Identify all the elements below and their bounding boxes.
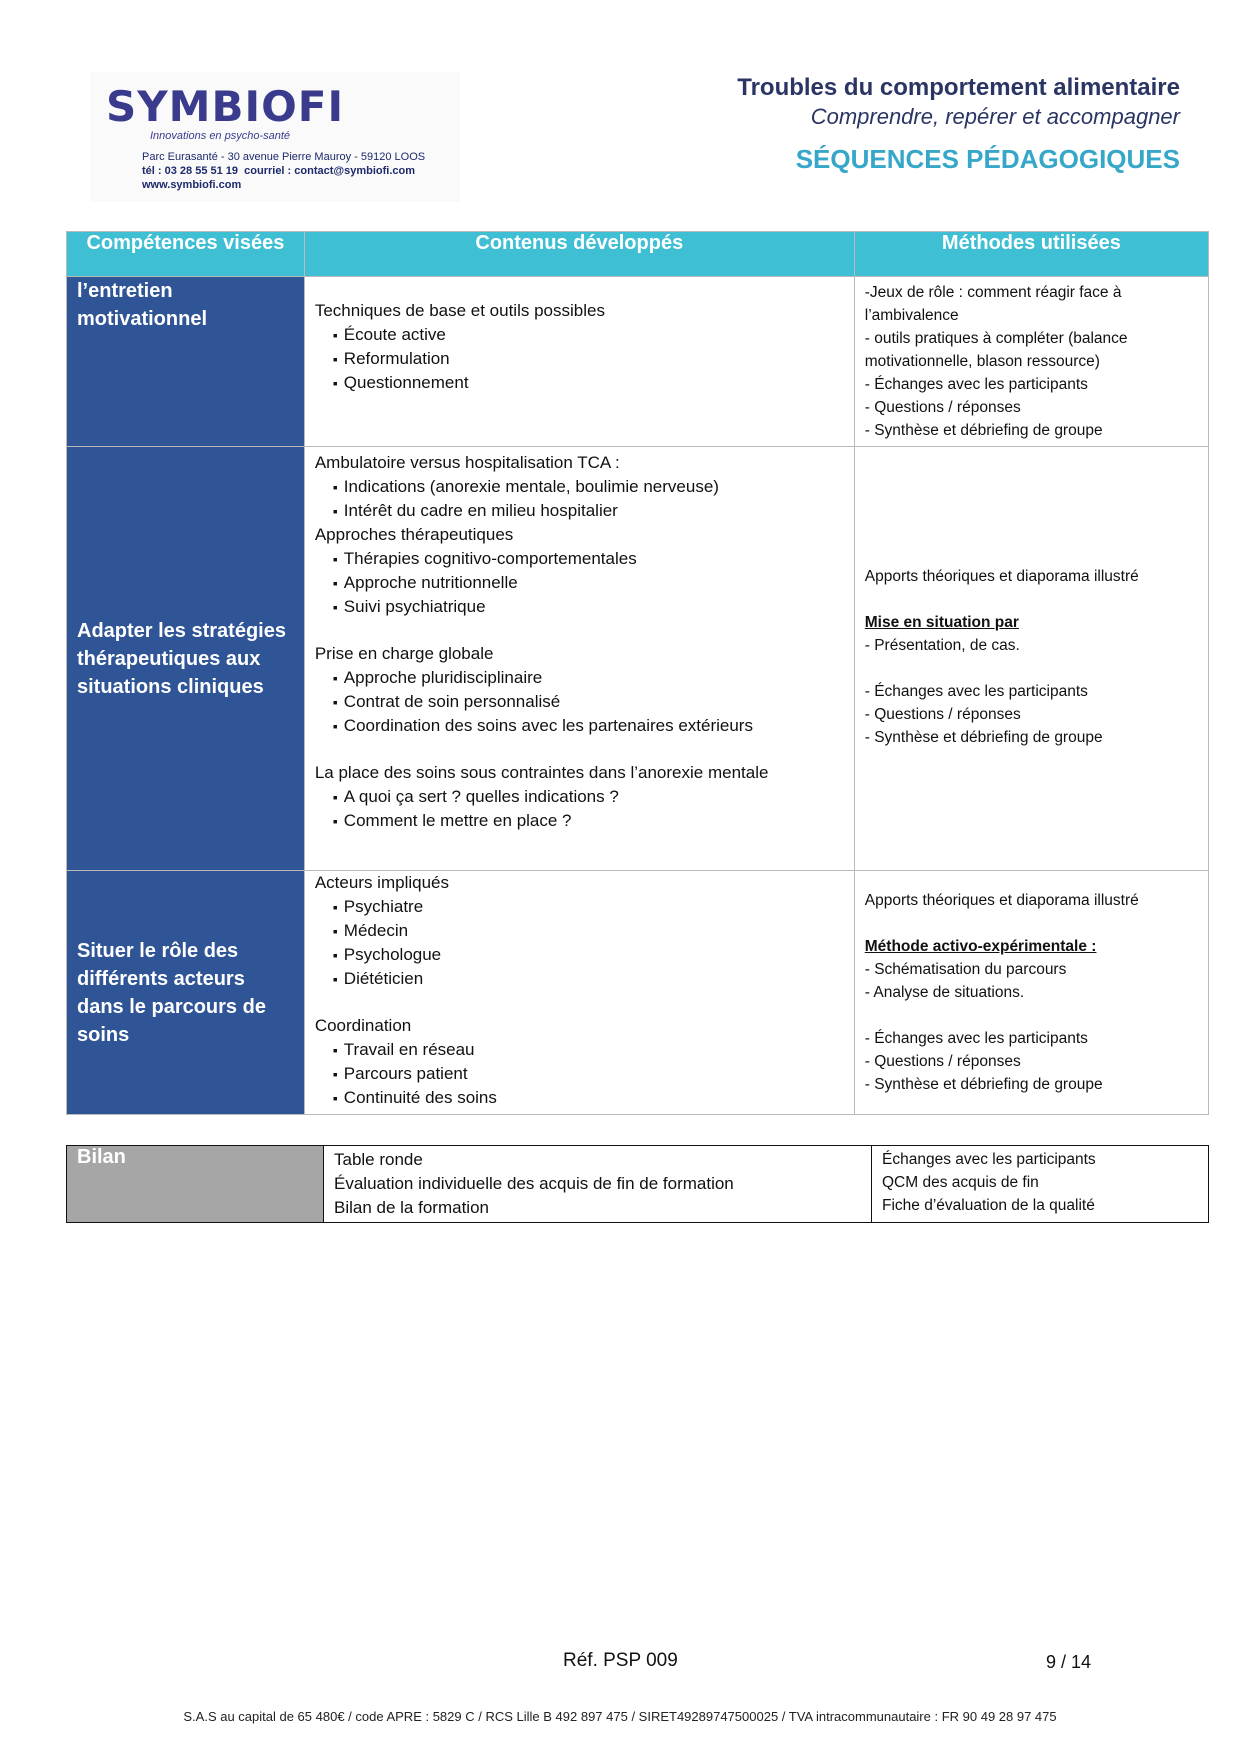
list-item: ▪ Écoute active [333,323,844,347]
method-heading: Mise en situation par [864,614,1019,631]
list-item: ▪ Contrat de soin personnalisé [333,690,844,714]
content-group-title: Prise en charge globale [314,644,494,663]
logo-tagline: Innovations en psycho-santé [150,130,291,142]
methods-cell [854,871,1208,1115]
list-item: ▪ Thérapies cognitivo-comportementales [333,547,844,571]
document-reference: Réf. PSP 009 [563,1650,678,1671]
list-item: ▪ Questionnement [333,371,844,395]
content-list [315,547,844,619]
table-row [67,277,1209,447]
content-group-title: Techniques de base et outils possibles [314,301,605,320]
content-list [315,475,844,523]
method-line: - Synthèse et débriefing de groupe [864,1076,1103,1093]
document-header [737,74,1180,175]
method-line: - Échanges avec les participants [864,1030,1088,1047]
content-list [315,785,844,833]
bilan-methods [872,1146,1209,1223]
list-item: ▪ Psychiatre [333,895,844,919]
logo-wordmark: SYMBIOFI [106,82,345,131]
document-title: Troubles du comportement alimentaire [737,74,1180,101]
method-heading: Méthode activo-expérimentale : [864,938,1097,955]
content-group-title: Ambulatoire versus hospitalisation TCA : [314,453,620,472]
method-line: -Jeux de rôle : comment réagir face à l’ambivalence [864,284,1122,324]
table-header-row [67,232,1209,277]
method-line: - Synthèse et débriefing de groupe [864,729,1103,746]
method-line: - Schématisation du parcours [864,961,1067,978]
bilan-table [66,1145,1209,1223]
list-item: ▪ Reformulation [333,347,844,371]
method-line: - Questions / réponses [864,399,1021,416]
content-list [315,895,844,991]
content-list [315,666,844,738]
content-group-title: Coordination [314,1016,412,1035]
sequences-table [66,231,1209,1115]
column-header: Méthodes utilisées [854,232,1208,277]
column-header: Compétences visées [67,232,305,277]
method-line: - Analyse de situations. [864,984,1025,1001]
list-item: ▪ Indications (anorexie mentale, boulimie nerveuse) [333,475,844,499]
method-line: - Questions / réponses [864,706,1021,723]
email-line: courriel : contact@symbiofi.com [244,165,416,177]
table-row [67,447,1209,871]
method-line: Apports théoriques et diaporama illustré [864,568,1139,585]
bilan-content-line: Bilan de la formation [334,1198,489,1217]
method-line: Apports théoriques et diaporama illustré [864,892,1139,909]
legal-footer: S.A.S au capital de 65 480€ / code APRE : 5829 C / RCS Lille B 492 897 475 / SIRET49289747500025 / TVA intracommunautaire : FR 90 49 28 97 475 [183,1709,1057,1724]
content-group-title: Acteurs impliqués [314,873,449,892]
list-item: ▪ Psychologue [333,943,844,967]
content-cell [304,447,854,871]
method-line: - Synthèse et débriefing de groupe [864,422,1103,439]
method-line: - Questions / réponses [864,1053,1021,1070]
list-item: ▪ A quoi ça sert ? quelles indications ? [333,785,844,809]
bilan-method-line: QCM des acquis de fin [882,1174,1039,1191]
list-item: ▪ Intérêt du cadre en milieu hospitalier [333,499,844,523]
page-number: 9 / 14 [1046,1652,1092,1672]
list-item: ▪ Approche pluridisciplinaire [333,666,844,690]
method-line: - outils pratiques à compléter (balance motivationnelle, blason ressource) [864,330,1128,370]
methods-cell [854,447,1208,871]
list-item: ▪ Continuité des soins [333,1086,844,1110]
content-list [315,1038,844,1110]
method-line: - Échanges avec les participants [864,683,1088,700]
methods-cell [854,277,1208,447]
bilan-method-line: Échanges avec les participants [882,1151,1096,1168]
content-group-title: Approches thérapeutiques [314,525,514,544]
list-item: ▪ Diététicien [333,967,844,991]
content-cell [304,277,854,447]
address-line: Parc Eurasanté - 30 avenue Pierre Mauroy - 59120 LOOS [142,151,426,163]
list-item: ▪ Parcours patient [333,1062,844,1086]
competence-cell: Situer le rôle des différents acteurs dans le parcours de soins [67,871,305,1115]
list-item: ▪ Travail en réseau [333,1038,844,1062]
section-title: SÉQUENCES PÉDAGOGIQUES [795,144,1180,174]
competence-cell: l’entretien motivationnel [67,277,305,447]
content-list [315,323,844,395]
method-line: - Échanges avec les participants [864,376,1088,393]
bilan-contents [324,1146,872,1223]
company-address [142,150,425,192]
phone-line: tél : 03 28 55 51 19 [142,165,239,177]
list-item: ▪ Approche nutritionnelle [333,571,844,595]
content-group-title: La place des soins sous contraintes dans l’anorexie mentale [314,763,769,782]
column-header: Contenus développés [304,232,854,277]
document-subtitle: Comprendre, repérer et accompagner [810,104,1180,129]
competence-cell: Adapter les stratégies thérapeutiques aux situations cliniques [67,447,305,871]
company-logo-block [90,72,460,202]
bilan-content-line: Évaluation individuelle des acquis de fin de formation [334,1174,734,1193]
bilan-label: Bilan [67,1146,324,1223]
bilan-method-line: Fiche d’évaluation de la qualité [882,1197,1095,1214]
method-line: - Présentation, de cas. [864,637,1020,654]
list-item: ▪ Médecin [333,919,844,943]
list-item: ▪ Coordination des soins avec les partenaires extérieurs [333,714,844,738]
table-row [67,1146,1209,1223]
content-cell [304,871,854,1115]
table-row [67,871,1209,1115]
list-item: ▪ Comment le mettre en place ? [333,809,844,833]
list-item: ▪ Suivi psychiatrique [333,595,844,619]
website-line: www.symbiofi.com [142,179,242,191]
bilan-content-line: Table ronde [334,1150,423,1169]
